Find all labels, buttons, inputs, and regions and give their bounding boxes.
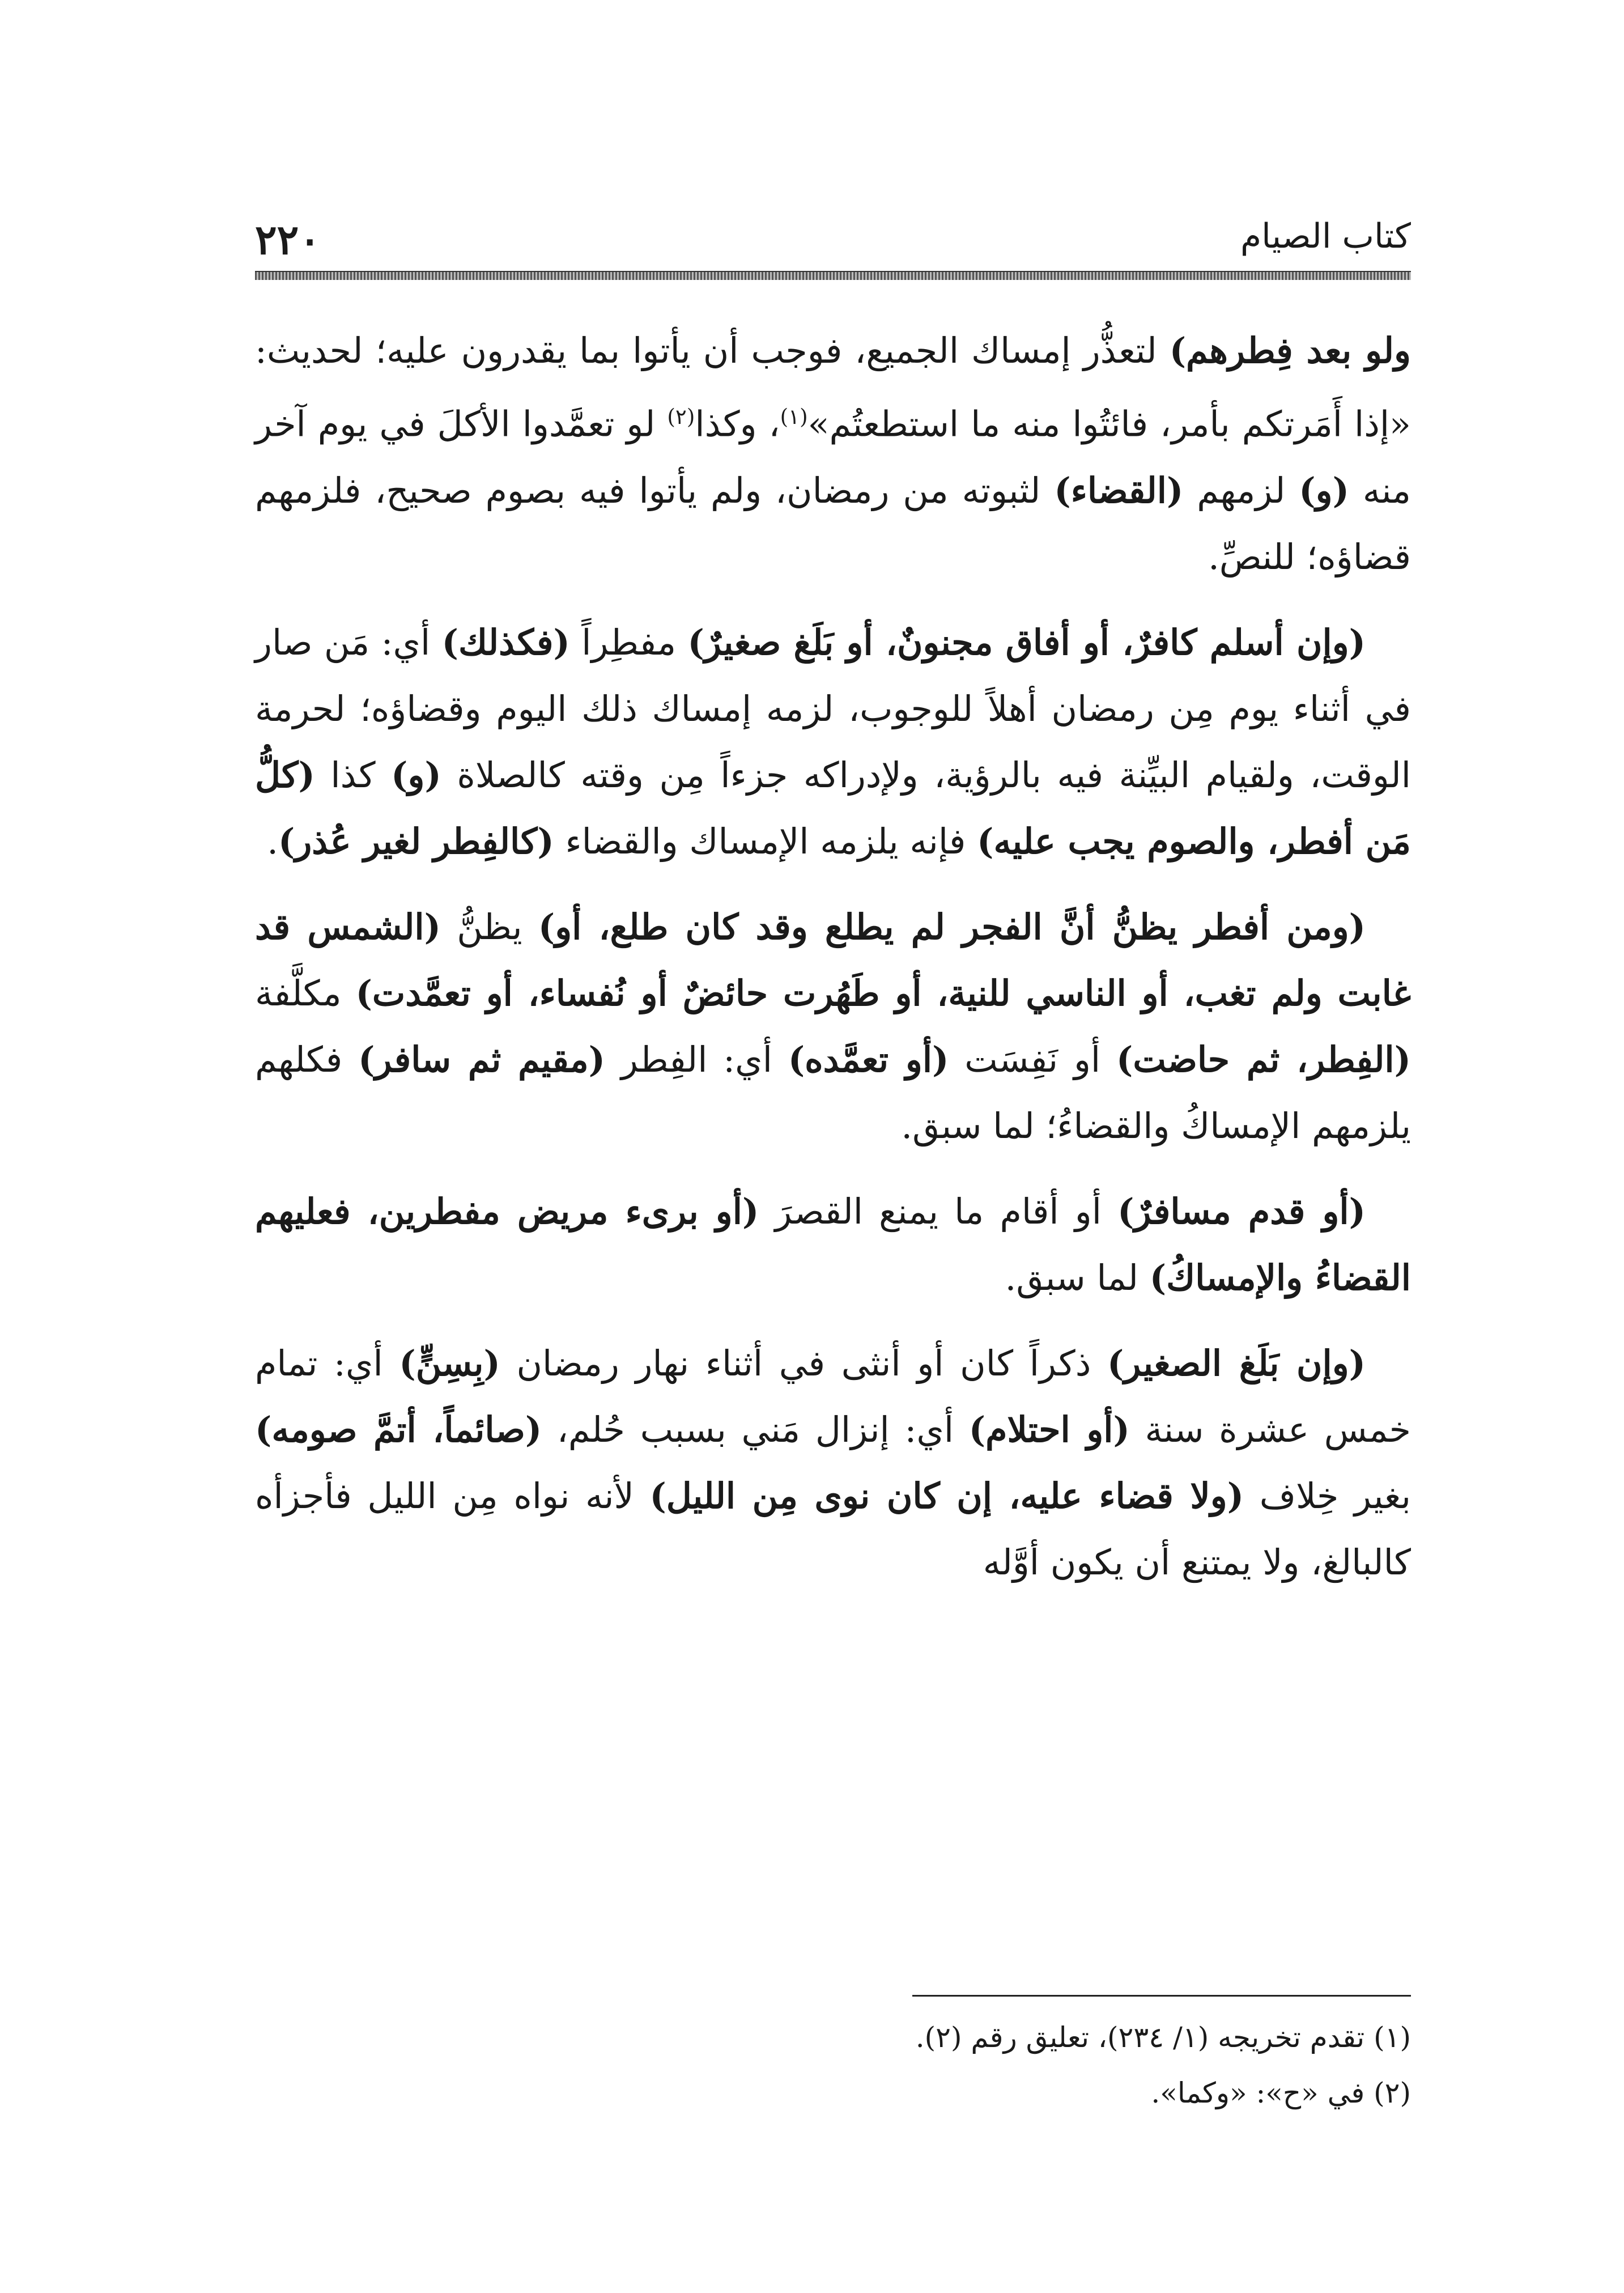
matn-text: (فكذلك): [441, 621, 570, 663]
commentary-text: يظنُّ: [440, 906, 538, 948]
commentary-text: ذكراً كان أو أنثى في أثناء نهار رمضان: [500, 1342, 1108, 1384]
commentary-text: مفطِراً: [569, 621, 688, 663]
footnotes: [255, 2012, 1411, 2123]
matn-text: (أو احتلام): [968, 1408, 1130, 1450]
commentary-text: لو تعمَّدوا الأكلَ في يوم آخر منه: [255, 403, 1411, 511]
page-number: ٢٢٠: [255, 215, 321, 264]
commentary-text: أو أقام ما يمنع القصرَ: [759, 1190, 1118, 1232]
commentary-text: بغير خِلاف: [1244, 1475, 1411, 1517]
matn-text: ولو بعد فِطرهم): [1169, 330, 1411, 371]
commentary-text: فكلهم يلزمهم الإمساكُ والقضاءُ؛ لما سبق.: [255, 1038, 1411, 1146]
matn-text: (أو قدم مسافرٌ): [1117, 1190, 1366, 1232]
matn-text: (أو برىء مريض مفطرين، فعليهم القضاءُ والإمساكُ): [255, 1190, 1411, 1298]
book-page: [255, 204, 1411, 2222]
matn-text: (وإن أسلم كافرٌ، أو أفاق مجنونٌ، أو بَلَغ صغيرٌ): [687, 621, 1366, 663]
paragraph-1: [255, 317, 1411, 590]
footnote-2: (٢) في «ح»: «وكما».: [1151, 2077, 1411, 2109]
main-text: [255, 317, 1411, 1615]
matn-text: (بِسِنٍّ): [399, 1342, 500, 1384]
commentary-text: فإنه يلزمه الإمساك والقضاء: [554, 820, 977, 862]
paragraph-2: [255, 609, 1411, 874]
matn-text: (كالفِطر لغير عُذر): [278, 820, 554, 862]
matn-text: (و): [1299, 469, 1349, 511]
matn-text: (و): [391, 754, 441, 796]
commentary-text: كذا: [314, 754, 392, 796]
commentary-text: ، وكذا: [695, 403, 780, 445]
commentary-text: لتعذُّر إمساك الجميع، فوجب أن يأتوا بما يقدرون عليه؛ لحديث: «إذا أَمَرتكم بأمر، فائتُوا منه ما استطعتُم»: [255, 330, 1411, 445]
footnote-1: (١) تقدم تخريجه (١/ ٢٣٤)، تعليق رقم (٢).: [915, 2021, 1411, 2054]
matn-text: (ولا قضاء عليه، إن كان نوى مِن الليل): [649, 1475, 1244, 1517]
matn-text: (كلُّ مَن أفطر، والصوم يجب عليه): [255, 754, 1411, 862]
matn-text: (صائماً، أتمَّ صومه): [255, 1408, 542, 1450]
page-header: [255, 204, 1411, 272]
commentary-text: لثبوته من رمضان، ولم يأتوا فيه بصوم صحيح، فلزمهم قضاؤه؛ للنصِّ.: [255, 469, 1411, 578]
matn-text: (القضاء): [1054, 469, 1184, 511]
commentary-text: أي: مَن صار في أثناء يوم مِن رمضان أهلاً للوجوب، لزمه إمساك ذلك اليوم وقضاؤه؛ لحرمة الوقت، ولقيام البيِّنة فيه بالرؤية، ولإدراكه جزءاً مِن وقته كالصلاة: [255, 621, 1411, 796]
paragraph-4: [255, 1178, 1411, 1311]
matn-text: (الفِطر، ثم حاضت): [1116, 1038, 1411, 1080]
matn-text: (وإن بَلَغ الصغير): [1107, 1342, 1366, 1384]
commentary-text: أي: الفِطر: [605, 1038, 788, 1080]
chapter-title: كتاب الصيام: [1240, 216, 1411, 256]
paragraph-3: [255, 894, 1411, 1159]
commentary-text: أي: تمام خمس عشرة سنة: [255, 1342, 1412, 1450]
paragraph-5: [255, 1330, 1411, 1595]
matn-text: (مقيم ثم سافر): [358, 1038, 606, 1080]
header-divider: [255, 271, 1411, 280]
commentary-text: مكلَّفة: [255, 972, 356, 1014]
matn-text: (أو تعمَّده): [788, 1038, 949, 1080]
commentary-text: لأنه نواه مِن الليل فأجزأه كالبالغ، ولا يمتنع أن يكون أوَّله: [255, 1475, 1411, 1583]
matn-text: (الشمس قد غابت ولم تغب، أو الناسي للنية، أو طَهُرت حائضٌ أو نُفساء، أو تعمَّدت): [255, 906, 1411, 1014]
commentary-text: أي: إنزال مَني بسبب حُلم،: [542, 1408, 969, 1450]
commentary-text: لزمهم: [1183, 469, 1299, 511]
footnote-separator: [912, 1995, 1411, 1997]
commentary-text: .: [267, 820, 278, 862]
commentary-text: لما سبق.: [1005, 1256, 1150, 1298]
commentary-text: أو نَفِسَت: [949, 1038, 1117, 1080]
footnote-ref: (١): [780, 404, 808, 429]
matn-text: (ومن أفطر يظنُّ أنَّ الفجر لم يطلع وقد كان طلع، أو): [538, 906, 1366, 948]
footnote-ref: (٢): [667, 404, 695, 429]
